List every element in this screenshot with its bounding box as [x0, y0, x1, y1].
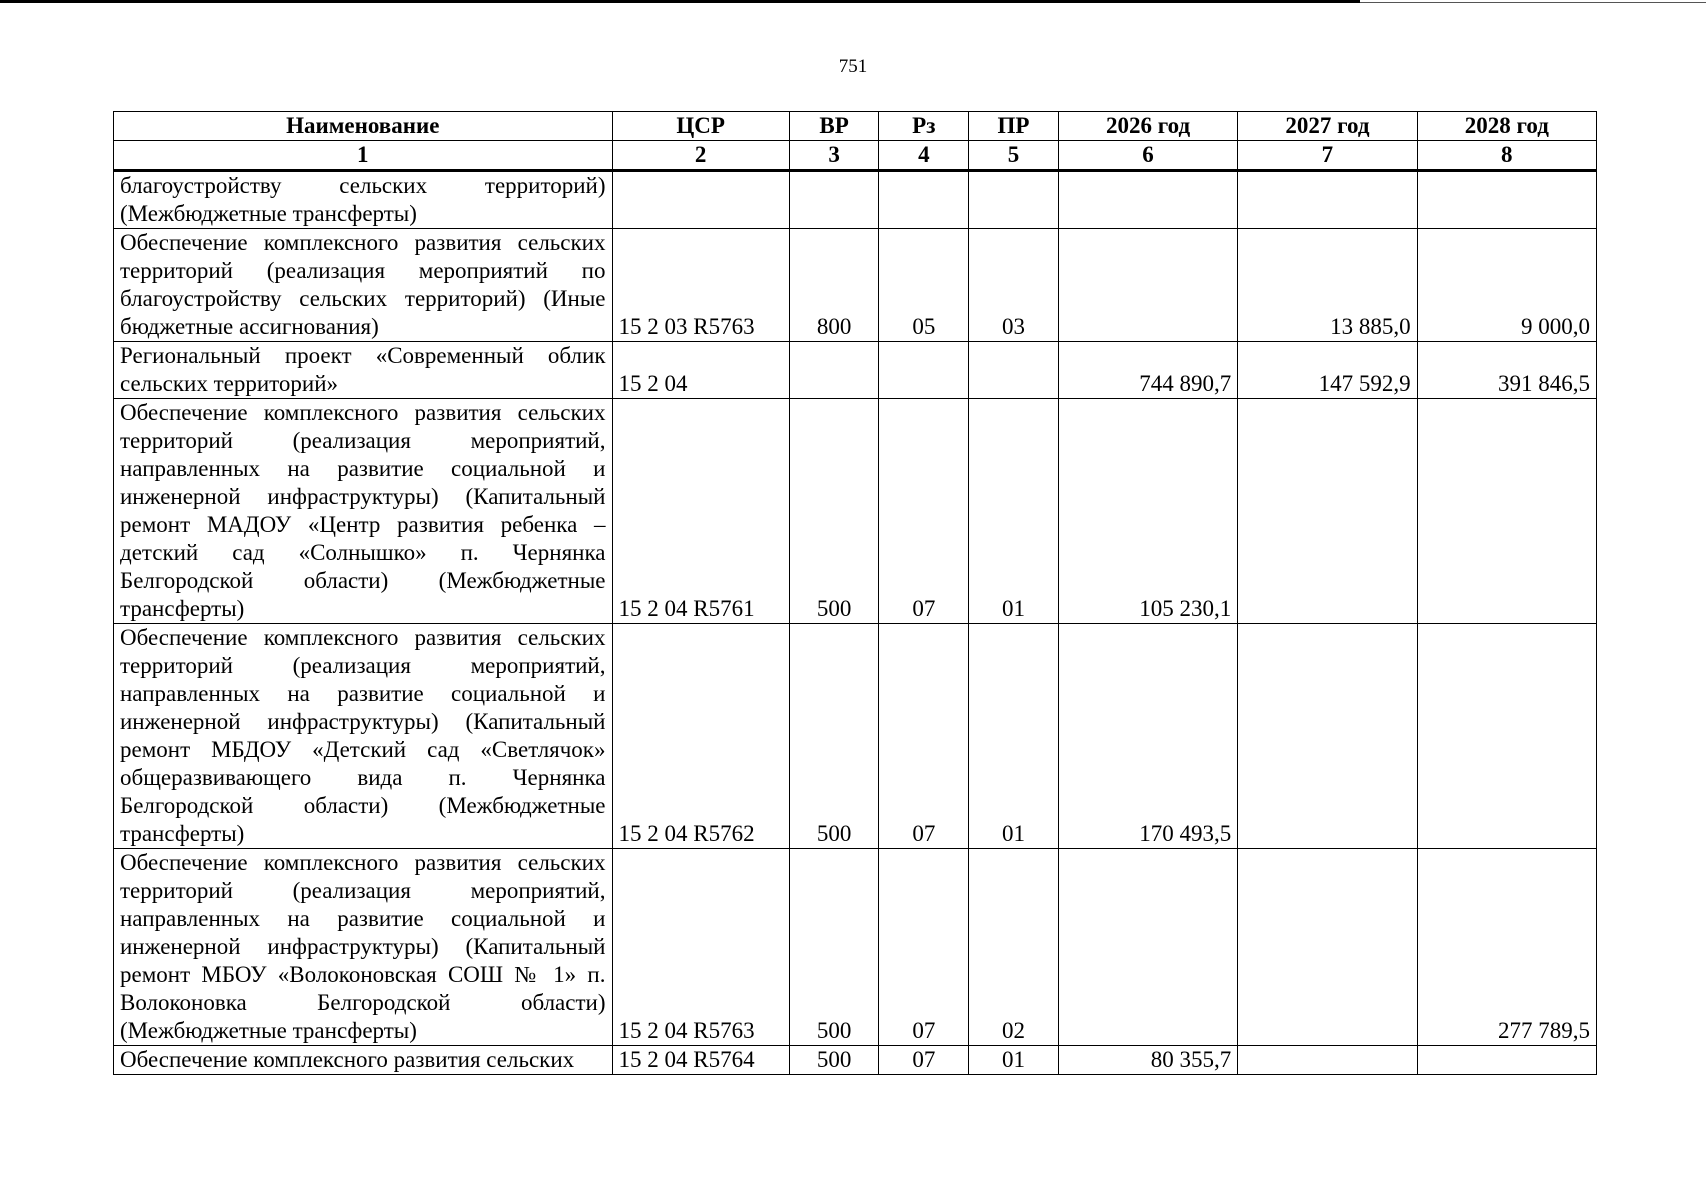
- row-2026: 105 230,1: [1058, 399, 1237, 624]
- table-row: [114, 171, 1597, 229]
- row-csr: [612, 171, 789, 229]
- row-vr: [789, 171, 879, 229]
- scan-edge: [1360, 2, 1706, 3]
- header-cell: ВР: [789, 112, 879, 141]
- row-pr: 01: [969, 399, 1059, 624]
- column-number: 6: [1058, 141, 1237, 171]
- column-number: 3: [789, 141, 879, 171]
- scan-edge: [0, 0, 1360, 3]
- header-cell: ПР: [969, 112, 1059, 141]
- page-number: 751: [838, 56, 868, 77]
- row-rz: [879, 342, 969, 399]
- row-2028: [1417, 399, 1596, 624]
- table-row: [114, 399, 1597, 624]
- row-vr: 800: [789, 229, 879, 342]
- budget-table: [113, 111, 1597, 1075]
- row-name: Обеспечение комплексного развития сельских территорий (реализация мероприятий, направленных на развитие социальной и инженерной инфраструктуры) (Капитальный ремонт МАДОУ «Центр развития ребенка – детский сад «Солнышко» п. Чернянка Белгородской области) (Межбюджетные трансферты): [114, 399, 613, 624]
- row-name: Региональный проект «Современный облик сельских территорий»: [114, 342, 613, 399]
- row-csr: 15 2 04: [612, 342, 789, 399]
- row-2027: [1238, 624, 1417, 849]
- row-2027: [1238, 171, 1417, 229]
- row-2026: [1058, 849, 1237, 1046]
- column-number: 7: [1238, 141, 1417, 171]
- row-2027: [1238, 399, 1417, 624]
- header-cell: 2027 год: [1238, 112, 1417, 141]
- row-rz: 07: [879, 624, 969, 849]
- row-2027: 13 885,0: [1238, 229, 1417, 342]
- column-number: 5: [969, 141, 1059, 171]
- column-number: 1: [114, 141, 613, 171]
- row-2028: [1417, 171, 1596, 229]
- row-rz: 07: [879, 1046, 969, 1075]
- column-number: 8: [1417, 141, 1596, 171]
- row-vr: 500: [789, 1046, 879, 1075]
- row-2026: 80 355,7: [1058, 1046, 1237, 1075]
- table-row: [114, 342, 1597, 399]
- header-cell: Наименование: [114, 112, 613, 141]
- row-2028: [1417, 1046, 1596, 1075]
- row-vr: 500: [789, 624, 879, 849]
- row-2026: [1058, 229, 1237, 342]
- row-rz: [879, 171, 969, 229]
- row-name: Обеспечение комплексного развития сельских территорий (реализация мероприятий по благоустройству сельских территорий) (Иные бюджетные ассигнования): [114, 229, 613, 342]
- column-number: 2: [612, 141, 789, 171]
- row-rz: 05: [879, 229, 969, 342]
- row-csr: 15 2 04 R5763: [612, 849, 789, 1046]
- row-name: Обеспечение комплексного развития сельских территорий (реализация мероприятий, направленных на развитие социальной и инженерной инфраструктуры) (Капитальный ремонт МБОУ «Волоконовская СОШ № 1» п. Волоконовка Белгородской области) (Межбюджетные трансферты): [114, 849, 613, 1046]
- row-pr: [969, 342, 1059, 399]
- table-row: [114, 624, 1597, 849]
- row-rz: 07: [879, 399, 969, 624]
- row-name: Обеспечение комплексного развития сельских территорий (реализация мероприятий, направленных на развитие социальной и инженерной инфраструктуры) (Капитальный ремонт МБДОУ «Детский сад «Светлячок» общеразвивающего вида п. Чернянка Белгородской области) (Межбюджетные трансферты): [114, 624, 613, 849]
- row-pr: [969, 171, 1059, 229]
- header-cell: 2028 год: [1417, 112, 1596, 141]
- row-name: Обеспечение комплексного развития сельских: [114, 1046, 613, 1075]
- header-cell: Рз: [879, 112, 969, 141]
- row-2028: 391 846,5: [1417, 342, 1596, 399]
- row-2027: 147 592,9: [1238, 342, 1417, 399]
- row-pr: 03: [969, 229, 1059, 342]
- row-csr: 15 2 04 R5764: [612, 1046, 789, 1075]
- row-csr: 15 2 04 R5762: [612, 624, 789, 849]
- row-vr: 500: [789, 849, 879, 1046]
- row-rz: 07: [879, 849, 969, 1046]
- row-2027: [1238, 1046, 1417, 1075]
- row-2026: 744 890,7: [1058, 342, 1237, 399]
- row-2027: [1238, 849, 1417, 1046]
- header-cell: ЦСР: [612, 112, 789, 141]
- table-row: [114, 1046, 1597, 1075]
- row-pr: 01: [969, 1046, 1059, 1075]
- table-row: [114, 849, 1597, 1046]
- row-2028: [1417, 624, 1596, 849]
- row-pr: 02: [969, 849, 1059, 1046]
- row-2028: 9 000,0: [1417, 229, 1596, 342]
- row-name: благоустройству сельских территорий) (Межбюджетные трансферты): [114, 171, 613, 229]
- row-2026: 170 493,5: [1058, 624, 1237, 849]
- row-csr: 15 2 03 R5763: [612, 229, 789, 342]
- row-2028: 277 789,5: [1417, 849, 1596, 1046]
- column-number-row: [114, 141, 1597, 171]
- row-csr: 15 2 04 R5761: [612, 399, 789, 624]
- column-number: 4: [879, 141, 969, 171]
- table-row: [114, 229, 1597, 342]
- row-vr: [789, 342, 879, 399]
- row-pr: 01: [969, 624, 1059, 849]
- row-2026: [1058, 171, 1237, 229]
- header-cell: 2026 год: [1058, 112, 1237, 141]
- row-vr: 500: [789, 399, 879, 624]
- header-row: [114, 112, 1597, 141]
